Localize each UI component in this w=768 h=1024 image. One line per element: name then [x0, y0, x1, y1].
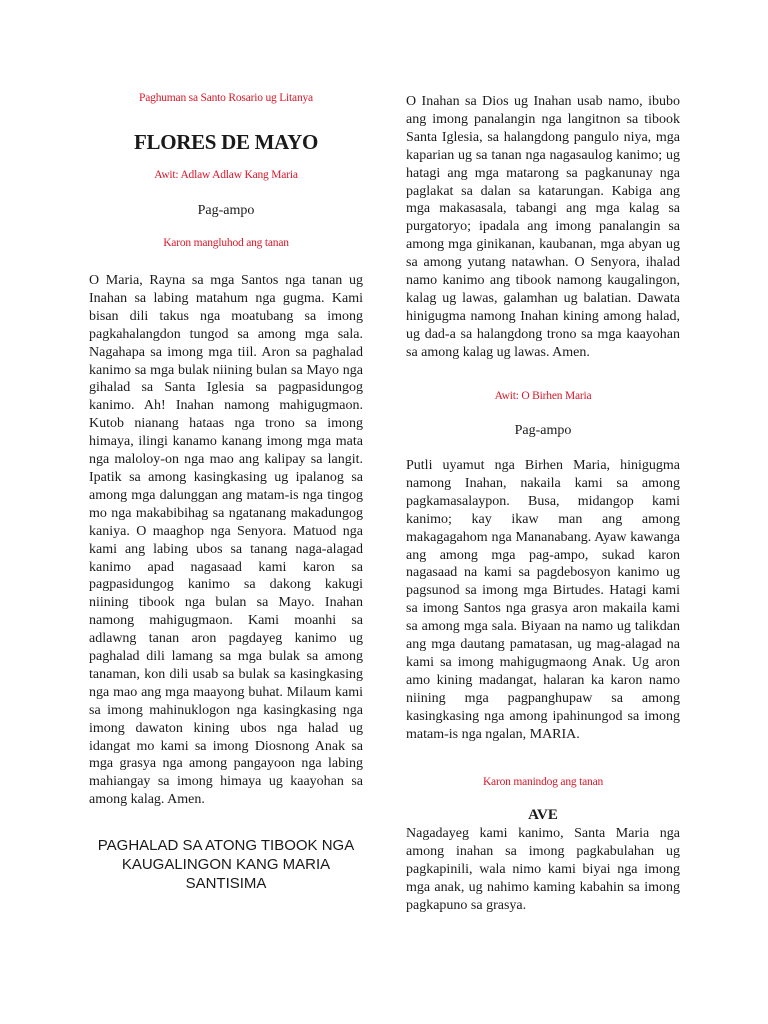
prayer-continued-text: O Inahan sa Dios ug Inahan usab namo, ibubo ang imong panalangin nga langitnon sa tibook Santa Iglesia, sa halangdong pangulo niya, mga kaparian ug sa tanan nga nagasaulog kanimo; ug hatagi ang mga matarong sa pagkanunay nga paglakat sa dalan sa katarungan. Kabiga ang mga makasasala, tabangi ang mga kalag sa purgatoryo; ipadala ang imong panalangin sa among mga ginikanan, kaubanan, mga abyan ug sa among yutang natawhan. O Senyora, ihalad namo kanimo ang tibook namong kaugalingon, kalag ug lawas, galamhan ug balatian. Dawata hinigugma namong Inahan kining among halad, ug dad-a sa halangdong trono sa mga kaayohan sa among kalag ug lawas. Amen. — [406, 94, 680, 360]
section-heading — [89, 836, 363, 893]
hymn-label: Awit: Adlaw Adlaw Kang Maria — [154, 169, 298, 181]
prayer-text: O Maria, Rayna sa mga Santos nga tanan ug Inahan sa labing matahum nga gugma. Kami bisan dili takus nga moatubang sa imong pagkahalangdon tungod sa among mga sala. Nagahapa sa imong mga tiil. Aron sa paghalad kanimo sa mga bulak niining bulan sa Mayo nga gihalad sa Santa Iglesia sa pagpasidungog kanimo. Ah! Inahan namong mahigugmaon. Kutob nianang hataas nga trono sa imong himaya, ilingi kanamo kanang imong mga mata nga maloloy-on nga mao ang kalipay sa langit. Ipatik sa among kasingkasing ug ipalanog sa among mga dalunggan ang matam-is nga tingog mo nga makabibihag sa ngatanang makadungog kaniya. O maaghop nga Senyora. Matuod nga kami ang labing ubos sa tanang naga-alagad kanimo apad nagasaad kami karon sa pagpasidungog kanimo sa dakong kakugi niining tibook nga bulan sa Mayo. Inahan namong mahigugmaon. Kami moanhi sa adlawng tanan aron pagdayeg kanimo ug paghalad dili lamang sa mga bulak sa among tanaman, kon dili usab sa bulak sa kasingkasing nga mao ang mga maayong buhat. Milaum kami sa imong mahinuklogon nga kasingkasing nga imong dawaton kining ubos nga halad ug idangat mo kami sa imong Diosnong Anak sa mga grasya nga among pangayoon nga labing mahiangay sa imong himaya ug kaayohan sa among kalag. Amen. — [89, 273, 363, 808]
kneel-instruction: Karon mangluhod ang tanan — [163, 237, 289, 249]
prayer-text-2: Putli uyamut nga Birhen Maria, hinigugma namong Inahan, nakaila kami sa among pagkamasalaypon. Busa, midangop kami kanimo; kay ikaw man ang among makagagahom nga Mananabang. Ayaw kawanga ang among mga pag-ampo, sukad karon nagasaad na kami sa pagdebosyon kanimo ug pagsunod sa imong mga Birtudes. Hatagi kami sa imong Santos nga grasya aron makaila kami sa among mga sala. Biyaan na namo ug talikdan ang mga dautang pamatasan, ug mag-alagad na kami sa imong mahigugmaong Anak. Ug aron amo kining madangat, halaran ka karon namo niining mga pagpanghupaw sa among kasingkasing nga among ipahinungod sa imong matam-is nga ngalan, MARIA. — [406, 458, 680, 742]
section-heading-line-3: SANTISIMA — [185, 875, 267, 892]
ave-text: Nagadayeg kami kanimo, Santa Maria nga among inahan sa imong pagkabulahan ug pagkapinili, wala nimo kami biyai nga imong mga anak, ug nahimo kaming kabahin sa imong pagkapuno sa grasya. — [406, 826, 680, 913]
page-title: FLORES DE MAYO — [133, 130, 319, 154]
hymn-label-2: Awit: O Birhen Maria — [494, 390, 592, 402]
document-header: Paghuman sa Santo Rosario ug Litanya — [139, 92, 313, 104]
ave-heading: AVE — [528, 807, 558, 823]
prayer-heading: Pag-ampo — [197, 203, 255, 218]
prayer-heading-2: Pag-ampo — [514, 423, 572, 438]
section-heading-line-1: PAGHALAD SA ATONG TIBOOK NGA — [97, 837, 355, 854]
section-heading-line-2: KAUGALINGON KANG MARIA — [121, 856, 331, 873]
stand-instruction: Karon manindog ang tanan — [482, 776, 604, 788]
